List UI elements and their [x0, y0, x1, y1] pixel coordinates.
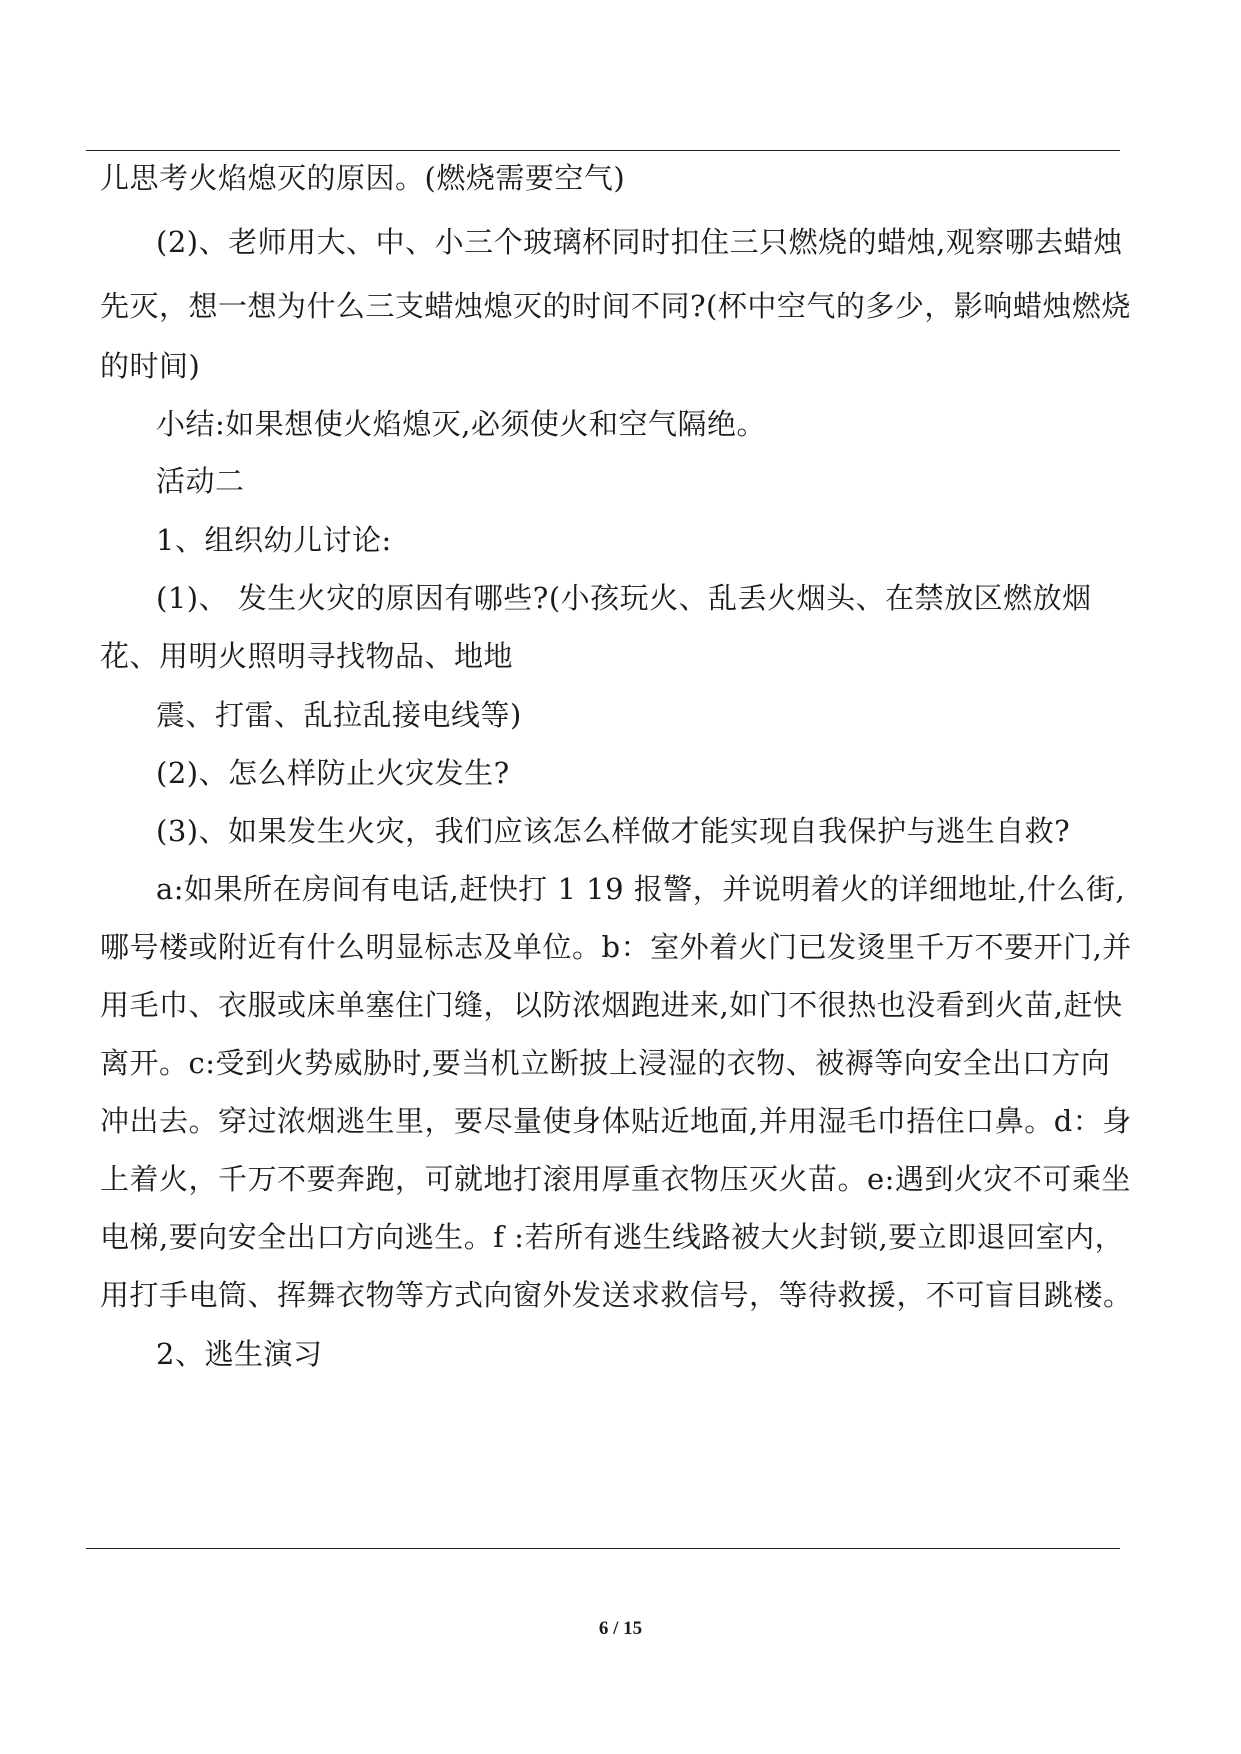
- text-line: 花、用明火照明寻找物品、地地: [100, 639, 514, 673]
- text-line: 冲出去。穿过浓烟逃生里，要尽量使身体贴近地面,并用湿毛巾捂住口鼻。d：身: [100, 1104, 1132, 1138]
- footer-rule: [86, 1548, 1120, 1549]
- header-rule: [86, 150, 1120, 151]
- text-line: (2)、老师用大、中、小三个玻璃杯同时扣住三只燃烧的蜡烛,观察哪去蜡烛: [156, 225, 1123, 259]
- text-line: 上着火，千万不要奔跑，可就地打滚用厚重衣物压灭火苗。e:遇到火灾不可乘坐: [100, 1162, 1131, 1196]
- text-line: 震、打雷、乱拉乱接电线等): [156, 698, 522, 732]
- text-line: (1)、 发生火灾的原因有哪些?(小孩玩火、乱丢火烟头、在禁放区燃放烟: [156, 581, 1092, 615]
- text-line: 哪号楼或附近有什么明显标志及单位。b：室外着火门已发烫里千万不要开门,并: [100, 930, 1132, 964]
- text-line: 离开。c:受到火势威胁时,要当机立断披上浸湿的衣物、被褥等向安全出口方向: [100, 1046, 1111, 1080]
- summary-line: 小结:如果想使火焰熄灭,必须使火和空气隔绝。: [156, 407, 766, 441]
- text-line: 用毛巾、衣服或床单塞住门缝，以防浓烟跑进来,如门不很热也没看到火苗,赶快: [100, 988, 1123, 1022]
- text-line: 1、组织幼儿讨论:: [156, 523, 392, 557]
- text-line: 的时间): [100, 349, 201, 383]
- text-line: 用打手电筒、挥舞衣物等方式向窗外发送求救信号，等待救援，不可盲目跳楼。: [100, 1278, 1133, 1312]
- text-line: a:如果所在房间有电话,赶快打 1 19 报警，并说明着火的详细地址,什么街,: [156, 872, 1126, 906]
- page-number: 6 / 15: [598, 1618, 643, 1639]
- section-heading: 活动二: [156, 464, 245, 498]
- text-line: (2)、怎么样防止火灾发生?: [156, 756, 510, 790]
- text-line: 电梯,要向安全出口方向逃生。f :若所有逃生线路被大火封锁,要立即退回室内，: [100, 1220, 1125, 1254]
- text-line: 2、逃生演习: [156, 1337, 323, 1371]
- text-line: (3)、如果发生火灾，我们应该怎么样做才能实现自我保护与逃生自救?: [156, 814, 1071, 848]
- text-line: 先灭，想一想为什么三支蜡烛熄灭的时间不同?(杯中空气的多少，影响蜡烛燃烧: [100, 289, 1131, 323]
- text-line: 儿思考火焰熄灭的原因。(燃烧需要空气): [100, 161, 626, 195]
